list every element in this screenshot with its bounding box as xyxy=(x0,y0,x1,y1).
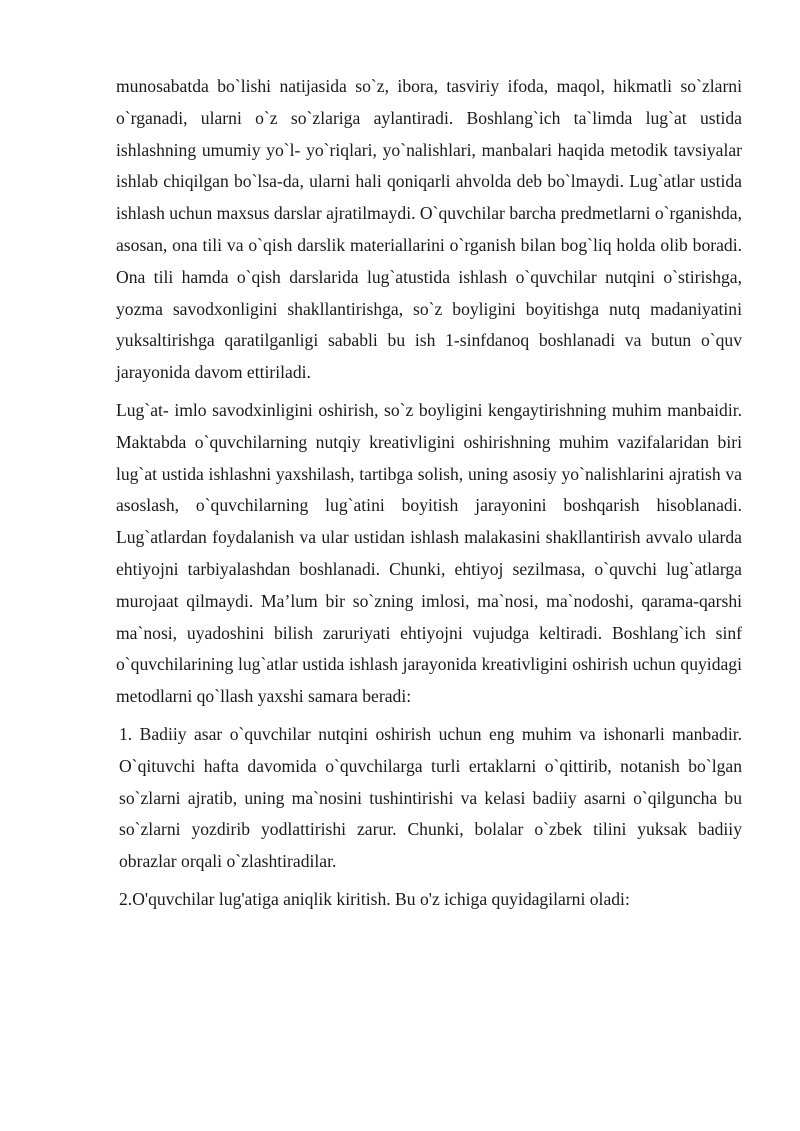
paragraph-list-item-1: 1. Badiiy asar o`quvchilar nutqini oshirish uchun eng muhim va ishonarli manbadir. O`qituvchi hafta davomida o`quvchilarga turli ertaklarni o`qittirib, notanish bo`lgan so`zlarni ajratib, uning ma`nosini tushintirishi va kelasi badiiy asarni o`qilguncha bu so`zlarni yozdirib yodlattirishi zarur. Chunki, bolalar o`zbek tilini yuksak badiiy obrazlar orqali o`zlashtiradilar. xyxy=(119,723,742,872)
paragraph-2: Lug`at- imlo savodxinligini oshirish, so`z boyligini kengaytirishning muhim manbaidir. Maktabda o`quvchilarning nutqiy kreativligini oshirishning muhim vazifalaridan biri lug`at ustida ishlashni yaxshilash, tartibga solish, uning asosiy yo`nalishlarini ajratish va asoslash, o`quvchilarning lug`atini boyitish jarayonini boshqarish hisoblanadi. Lug`atlardan foydalanish va ular ustidan ishlash malakasini shakllantirish avvalo ularda ehtiyojni tarbiyalashdan boshlanadi. Chunki, ehtiyoj sezilmasa, o`quvchi lug`atlarga murojaat qilmaydi. Ma’lum bir so`zning imlosi, ma`nosi, ma`nodoshi, qarama-qarshi ma`nosi, uyadoshini bilish zaruriyati ehtiyojni vujudga keltiradi. Boshlang`ich sinf o`quvchilarining lug`atlar ustida ishlash jarayonida kreativligini oshirish uchun quyidagi metodlarni qo`llash yaxshi samara beradi: xyxy=(116,399,742,707)
document-body xyxy=(116,71,742,922)
paragraph-list-item-2: 2.O'quvchilar lug'atiga aniqlik kiritish. Bu o'z ichiga quyidagilarni oladi: xyxy=(119,888,630,909)
paragraph-1: munosabatda bo`lishi natijasida so`z, ibora, tasviriy ifoda, maqol, hikmatli so`zlarni o`rganadi, ularni o`z so`zlariga aylantiradi. Boshlang`ich ta`limda lug`at ustida ishlashning umumiy yo`l- yo`riqlari, yo`nalishlari, manbalari haqida metodik tavsiyalar ishlab chiqilgan bo`lsa-da, ularni hali qoniqarli ahvolda deb bo`lmaydi. Lug`atlar ustida ishlash uchun maxsus darslar ajratilmaydi. O`quvchilar barcha predmetlarni o`rganishda, asosan, ona tili va o`qish darslik materiallarini o`rganish bilan bog`liq holda olib boradi. Ona tili hamda o`qish darslarida lug`atustida ishlash o`quvchilar nutqini o`stirishga, yozma savodxonligini shakllantirishga, so`z boyligini boyitishga nutq madaniyatini yuksaltirishga qaratilganligi sababli bu ish 1-sinfdanoq boshlanadi va butun o`quv jarayonida davom ettiriladi. xyxy=(116,76,743,383)
